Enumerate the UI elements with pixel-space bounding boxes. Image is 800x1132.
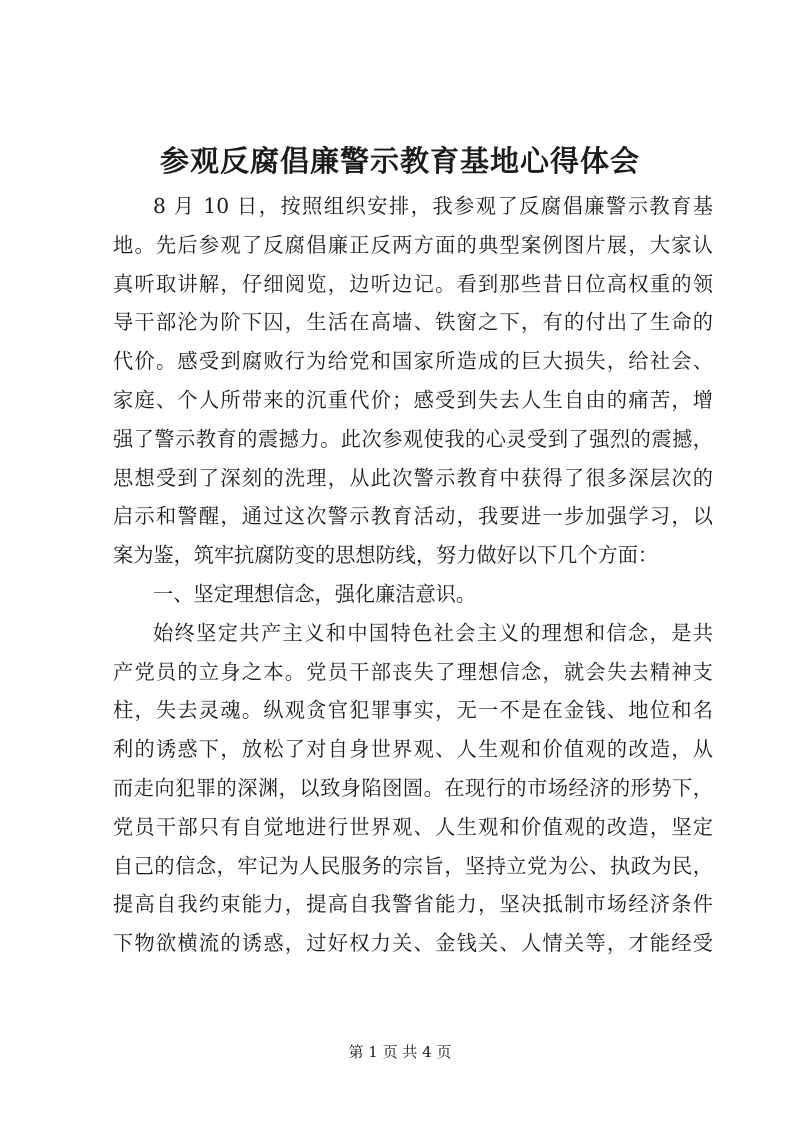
- body-line: 而走向犯罪的深渊，以致身陷囹圄。在现行的市场经济的形势下，: [113, 775, 713, 800]
- body-line: 自己的信念，牢记为人民服务的宗旨，坚持立党为公、执政为民，: [113, 853, 713, 878]
- document-body: [113, 187, 713, 963]
- body-line: 党员干部只有自觉地进行世界观、人生观和价值观的改造，坚定: [113, 814, 713, 839]
- body-line: 8 月 10 日，按照组织安排，我参观了反腐倡廉警示教育基: [153, 194, 713, 218]
- body-line: 产党员的立身之本。党员干部丧失了理想信念，就会失去精神支: [113, 659, 713, 684]
- body-line: 强了警示教育的震撼力。此次参观使我的心灵受到了强烈的震撼，: [113, 426, 713, 451]
- body-line: 案为鉴，筑牢抗腐防变的思想防线，努力做好以下几个方面：: [113, 543, 659, 568]
- body-line: 始终坚定共产主义和中国特色社会主义的理想和信念，是共: [153, 620, 713, 645]
- body-line: 代价。感受到腐败行为给党和国家所造成的巨大损失，给社会、: [113, 349, 713, 374]
- body-line: 柱，失去灵魂。纵观贪官犯罪事实，无一不是在金钱、地位和名: [113, 698, 713, 723]
- body-line: 提高自我约束能力，提高自我警省能力，坚决抵制市场经济条件: [113, 892, 713, 917]
- body-line: 导干部沦为阶下囚，生活在高墙、铁窗之下，有的付出了生命的: [113, 310, 713, 335]
- document-title: 参观反腐倡廉警示教育基地心得体会: [159, 144, 640, 178]
- body-line: 家庭、个人所带来的沉重代价；感受到失去人生自由的痛苦，增: [113, 387, 713, 412]
- body-line: 真听取讲解，仔细阅览，边听边记。看到那些昔日位高权重的领: [113, 271, 713, 296]
- body-line: 下物欲横流的诱惑，过好权力关、金钱关、人情关等，才能经受: [113, 931, 713, 956]
- body-line: 启示和警醒，通过这次警示教育活动，我要进一步加强学习，以: [113, 504, 713, 529]
- body-line: 思想受到了深刻的洗理，从此次警示教育中获得了很多深层次的: [113, 465, 713, 490]
- body-line: 利的诱惑下，放松了对自身世界观、人生观和价值观的改造，从: [113, 737, 713, 762]
- page-number-footer: 第 1 页 共 4 页: [348, 1043, 452, 1061]
- section-heading: 一、坚定理想信念，强化廉洁意识。: [153, 581, 477, 606]
- body-line: 地。先后参观了反腐倡廉正反两方面的典型案例图片展，大家认: [113, 232, 713, 257]
